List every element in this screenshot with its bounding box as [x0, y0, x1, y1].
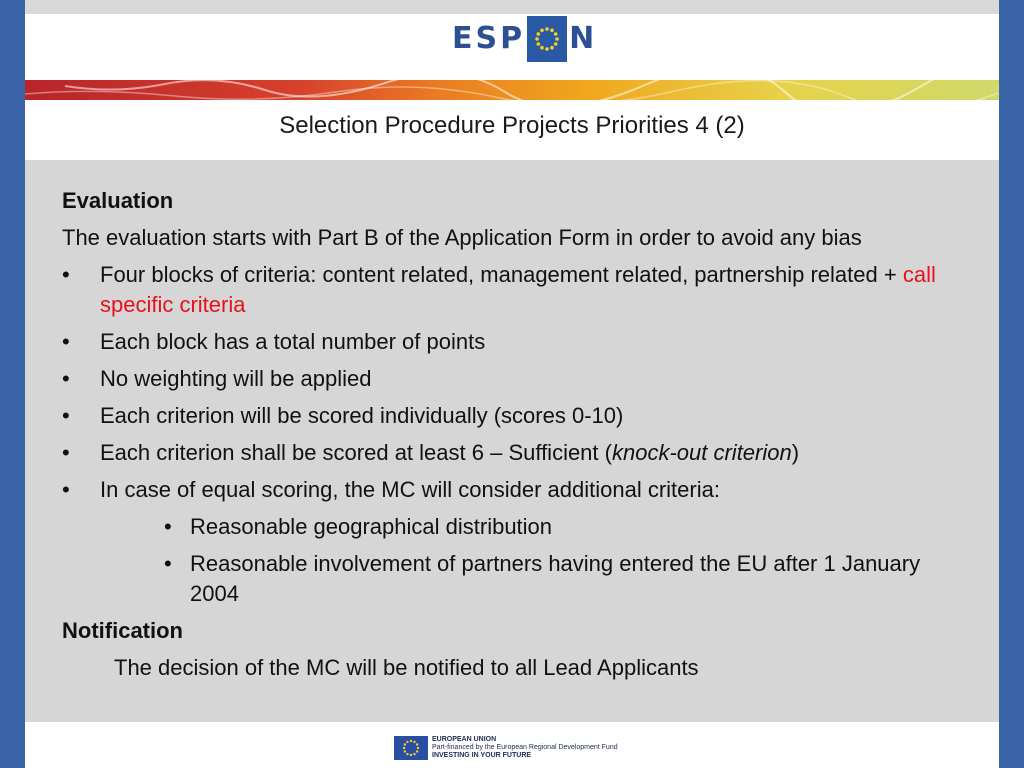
bullet-text: Each criterion will be scored individually (scores 0-10) [100, 403, 624, 428]
eu-footer-logo [394, 734, 618, 762]
espon-logo [452, 16, 597, 62]
footer-line-2: Part-financed by the European Regional Development Fund [432, 744, 618, 751]
bullet-text: Four blocks of criteria: content related, management related, partnership related + [100, 262, 903, 287]
bullet-mark: • [164, 551, 172, 576]
content-panel [25, 160, 999, 722]
bullet-mark: • [62, 440, 70, 465]
bullet-text: Each criterion shall be scored at least 6 – Sufficient ( [100, 440, 612, 465]
sub-bullet-text: Reasonable geographical distribution [190, 514, 553, 539]
logo-text-right: N [569, 21, 598, 56]
evaluation-heading: Evaluation [62, 188, 174, 213]
eu-stars-icon [527, 16, 567, 62]
bullet-text: Each block has a total number of points [100, 329, 486, 354]
footer-line-1: EUROPEAN UNION [432, 736, 497, 743]
italic-text: knock-out criterion [611, 440, 792, 465]
left-border-bar [0, 0, 25, 768]
list-item [62, 438, 962, 468]
evaluation-intro: The evaluation starts with Part B of the Application Form in order to avoid any bias [62, 225, 862, 250]
list-item [62, 327, 962, 357]
highlight-text: call specific criteria [100, 262, 936, 317]
list-item [62, 364, 962, 394]
sub-list-item [62, 549, 962, 609]
bullet-mark: • [62, 403, 70, 428]
bullet-text-end: ) [791, 440, 800, 465]
bullet-mark: • [164, 514, 172, 539]
right-border-bar [999, 0, 1024, 768]
footer-line-3: INVESTING IN YOUR FUTURE [432, 752, 532, 759]
notification-text: The decision of the MC will be notified to all Lead Applicants [114, 655, 699, 680]
bullet-text: In case of equal scoring, the MC will consider additional criteria: [100, 477, 720, 502]
list-item [62, 401, 962, 431]
bullet-mark: • [62, 366, 70, 391]
sub-list-item [62, 512, 962, 542]
slide-title: Selection Procedure Projects Priorities 4 (2) [279, 112, 745, 139]
eu-flag-icon [394, 736, 428, 760]
list-item [62, 260, 962, 320]
bullet-mark: • [62, 477, 70, 502]
list-item [62, 475, 962, 505]
map-banner [25, 80, 999, 100]
top-strip [25, 0, 999, 14]
bullet-mark: • [62, 329, 70, 354]
notification-heading: Notification [62, 618, 183, 643]
sub-bullet-text: Reasonable involvement of partners having entered the EU after 1 January 2004 [190, 551, 921, 606]
bullet-mark: • [62, 262, 70, 287]
bullet-text: No weighting will be applied [100, 366, 372, 391]
logo-text-left: ESP [452, 21, 526, 56]
